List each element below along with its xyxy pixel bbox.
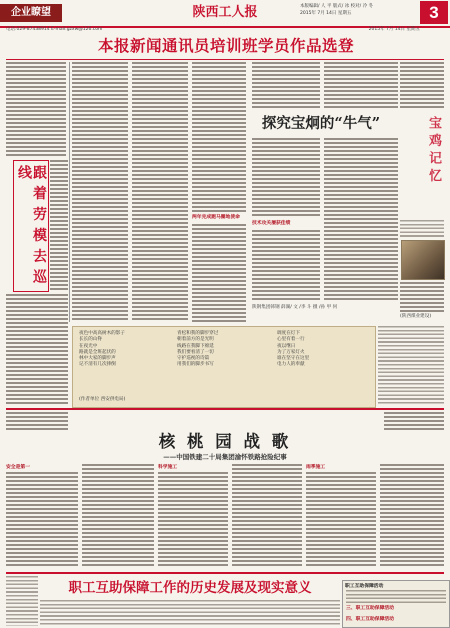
core-text-lead: [6, 412, 68, 432]
poem-box: [72, 326, 376, 408]
left-article-title: 跟 着 劳 模 去 巡 线: [16, 165, 47, 285]
midright-text-d: [252, 230, 320, 300]
sidebar-text-1: [346, 590, 446, 604]
left-article-text-side: [50, 160, 68, 290]
right-article-source: (陕西煤业建设): [400, 314, 432, 319]
bottom-article-title: 职工互助保障工作的历史发展及现实意义: [68, 580, 312, 596]
core-col3-text: [158, 472, 228, 568]
core-subheading-3: 雨季施工: [306, 465, 326, 470]
core-text-lead-right: [384, 412, 444, 432]
core-article-title: 核 桃 园 战 歌: [158, 432, 292, 451]
bottom-text-left: [6, 576, 38, 626]
core-subheading-2: 科学施工: [158, 465, 178, 470]
editor-meta-line2: 2015年 7月 14日 星期五: [300, 11, 352, 16]
editor-meta-line1: 本版编辑/ 人 平 版式/ 冰 校对/ 冷 冬: [300, 4, 374, 9]
core-article-subtitle: ——中国铁建二十局集团渝怀铁路抢险纪事: [163, 453, 287, 461]
middle-subheading-2: 技术攻关屡获佳绩: [252, 221, 291, 226]
left-article-text-top: [6, 62, 66, 158]
poem-credit: (作者单位 西安供电局): [79, 397, 126, 402]
left-article-text-bottom: [6, 294, 68, 404]
midright-text-c: [252, 138, 320, 218]
sidebar-subheading-2: 四、职工互助保障活动: [346, 617, 394, 622]
col4-subheading: 两年完成跑马圈地使命: [192, 215, 240, 220]
core-col6-text: [380, 464, 444, 568]
sidebar-subheading-1: 三、职工互助保障活动: [346, 606, 394, 611]
right-text-lower: [378, 326, 444, 406]
poem-line: 守护巡视的诗篇: [177, 356, 210, 362]
article-photo: [401, 240, 445, 280]
poem-line: 为了万家灯火: [277, 349, 305, 355]
midright-text-e: [324, 138, 398, 300]
poem-line: 谁在坚守在这里: [277, 356, 310, 362]
col4-text-bottom: [192, 224, 246, 322]
core-col2-text: [82, 464, 154, 568]
poem-line: 路就是全班起伏的: [79, 349, 116, 355]
poem-line: 青松和我的脚步穿过: [177, 331, 219, 336]
bottom-text-main: [40, 600, 340, 626]
core-col5-text: [306, 472, 376, 568]
poem-line: 长长的山脊: [79, 337, 102, 343]
sidebar-title: 职工互助保障活动: [345, 583, 384, 589]
poem-line: 电力人的奉献: [277, 362, 305, 368]
midright-text-a: [252, 62, 320, 110]
core-col4-text: [232, 464, 302, 568]
middle-byline: 陕钢集团韩钢 薛湖/ 文 /李 斗 摄 /孙 甲 何: [252, 305, 338, 310]
right-text-mid: [400, 220, 444, 238]
col3-text: [132, 62, 188, 322]
poem-line: 在夜光中: [79, 343, 98, 349]
midright-text-b: [324, 62, 398, 110]
masthead-subline: [0, 26, 450, 34]
poem-line: 心里有着一行: [277, 337, 305, 343]
poem-column-3: [277, 331, 373, 369]
right-text-bottom: [400, 282, 444, 312]
core-col1-text: [6, 472, 78, 568]
section-rule-2: [6, 572, 444, 574]
poem-line: 用我们的脚步书写: [177, 362, 214, 368]
poem-line: 线路在我脚下绵延: [177, 343, 214, 349]
section-banner-title: 本报新闻通讯员培训班学员作品选登: [97, 36, 354, 55]
contact-info: 电话:029-87438914 E-mail:gzxw@126.com: [6, 27, 103, 32]
poem-line: 夜色中高高树木的影子: [79, 331, 125, 336]
editor-meta: [300, 3, 418, 17]
poem-line: 夜以继日: [277, 343, 296, 349]
poem-line: 调度在灯下: [277, 331, 300, 336]
poem-column-1: [79, 331, 175, 369]
poem-line: 朝着前方的是光明: [177, 337, 214, 343]
section-rule-1: [6, 408, 444, 410]
col4-text-top: [192, 62, 246, 212]
section-tag: 企业瞭望: [0, 4, 62, 22]
newspaper-brand: 陕西工人报: [192, 5, 258, 20]
date-line: 2015年 7月 14日 星期五: [368, 27, 420, 32]
poem-column-2: [177, 331, 273, 369]
page-number: 3: [420, 1, 448, 24]
poem-line: 我们要看清了一切: [177, 349, 214, 355]
sidebar-box: [342, 580, 450, 628]
middle-article-title: 探究宝炯的“牛气”: [261, 115, 381, 132]
column-divider: [69, 62, 70, 322]
poem-line: 林中大家的脚步声: [79, 356, 116, 362]
core-subheading-1: 安全是第一: [6, 465, 30, 470]
poem-line: 记不清有几次摔倒: [79, 362, 116, 368]
col2-text: [72, 62, 128, 322]
right-article-title: 宝 鸡 记 忆: [426, 116, 441, 182]
banner-rule: [6, 59, 444, 60]
right-text-top: [400, 62, 444, 110]
